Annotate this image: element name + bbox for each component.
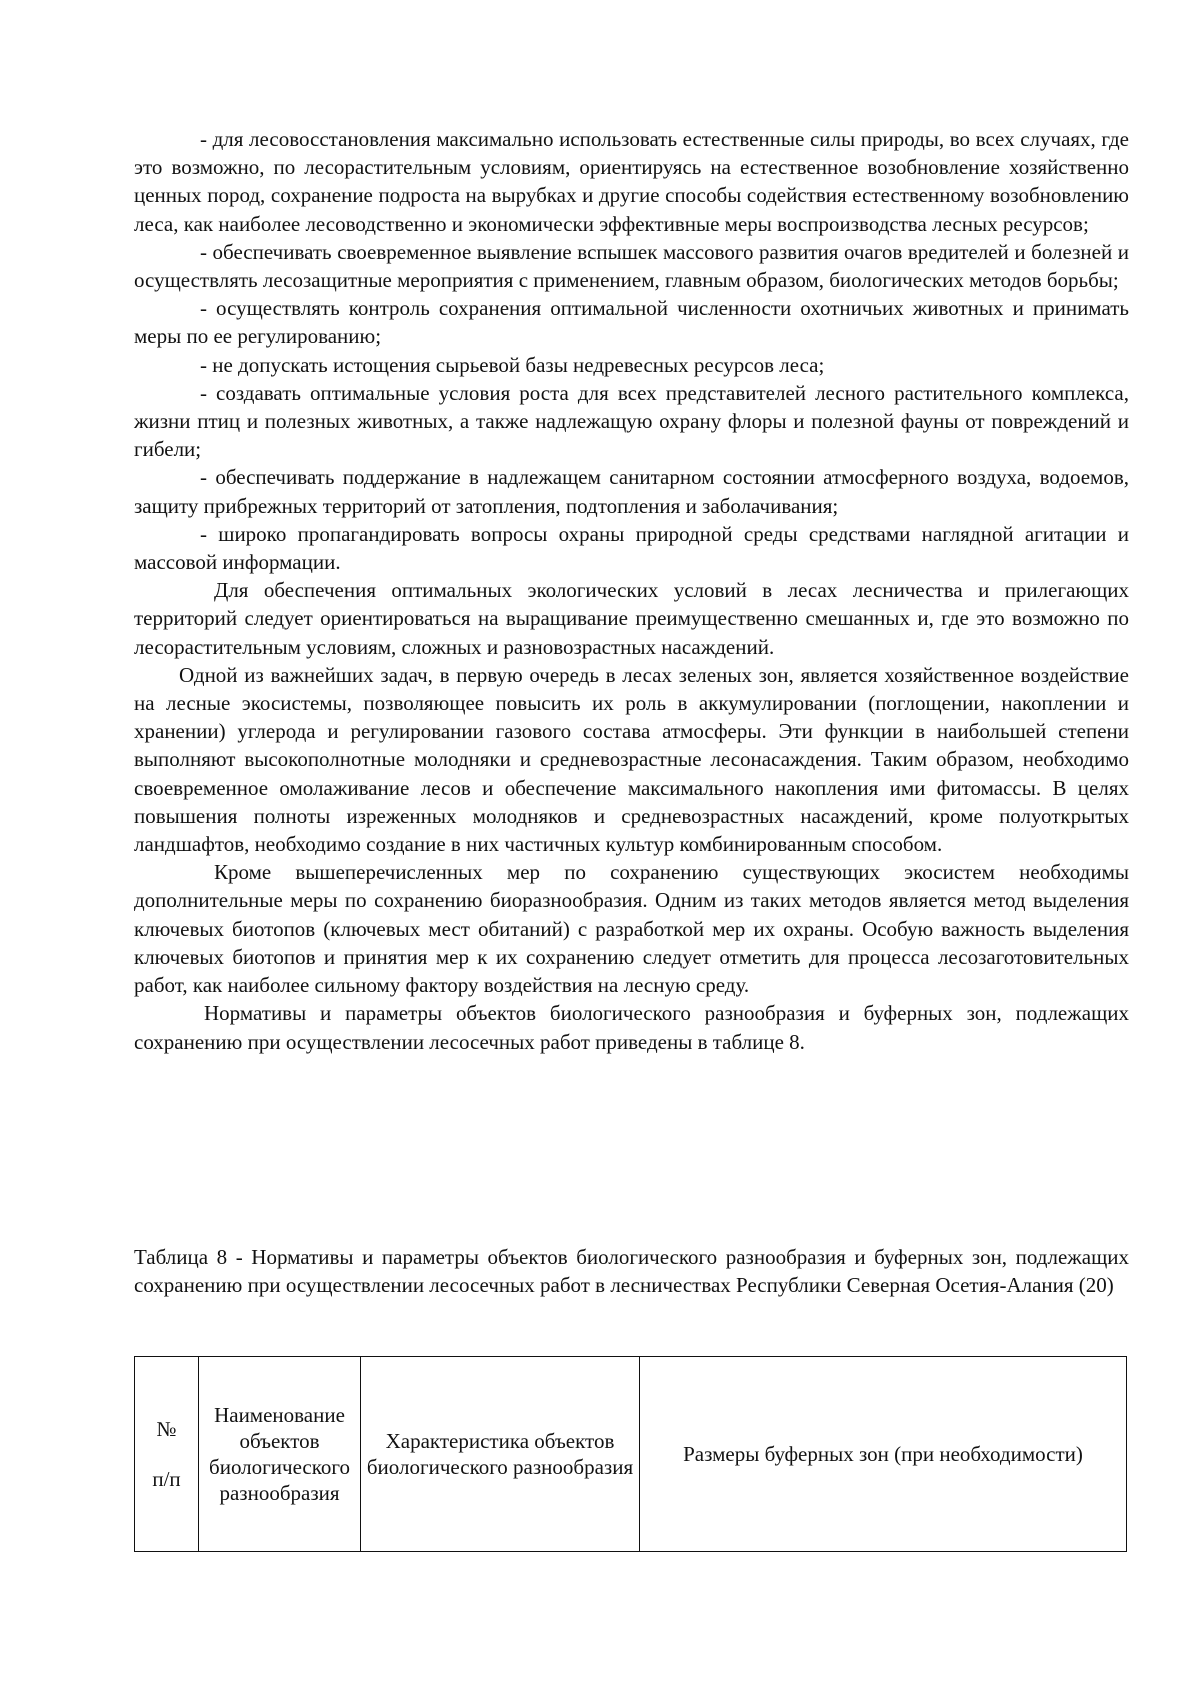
header-buffer-sizes: Размеры буферных зон (при необходимости) <box>640 1357 1127 1552</box>
paragraph-table-reference: Нормативы и параметры объектов биологического разнообразия и буферных зон, подлежащих сохранению при осуществлении лесосечных работ приведены в таблице 8. <box>134 1001 1129 1054</box>
body-text <box>134 125 1129 1056</box>
paragraph-non-wood-resources: - не допускать истощения сырьевой базы недревесных ресурсов леса; <box>200 352 825 377</box>
header-characteristics: Характеристика объектов биологического разнообразия <box>361 1357 640 1552</box>
paragraph-propaganda: - широко пропагандировать вопросы охраны природной среды средствами наглядной агитации и массовой информации. <box>134 521 1129 575</box>
header-number <box>135 1357 199 1552</box>
paragraph-key-biotopes: Кроме вышеперечисленных мер по сохранению существующих экосистем необходимы дополнительные меры по сохранению биоразнообразия. Одним из таких методов является метод выделения ключевых биотопов (ключевых мест обитаний) с разработкой мер их охраны. Особую важность выделения ключевых биотопов и принятия мер к их сохранению следует отметить для процесса лесозаготовительных работ, как наиболее сильному фактору воздействия на лесную среду. <box>134 860 1129 998</box>
paragraph-carbon-accumulation: Одной из важнейших задач, в первую очередь в лесах зеленых зон, является хозяйственное воздействие на лесные экосистемы, позволяющее повысить их роль в аккумулировании (поглощении, накоплении и хранении) углерода и регулировании газового состава атмосферы. Эти функции в наибольшей степени выполняют высокополнотные молодняки и средневозрастные лесонасаждения. Таким образом, необходимо своевременное омолаживание лесов и обеспечение максимального накопления ими фитомассы. В целях повышения полноты изреженных молодняков и средневозрастных насаждений, кроме полуоткрытых ландшафтов, необходимо создание в них частичных культур комбинированным способом. <box>134 662 1129 857</box>
paragraph-sanitary-state: - обеспечивать поддержание в надлежащем санитарном состоянии атмосферного воздуха, водоемов, защиту прибрежных территорий от затопления, подтопления и заболачивания; <box>134 465 1129 518</box>
paragraph-forest-regeneration: - для лесовосстановления максимально использовать естественные силы природы, во всех случаях, где это возможно, по лесорастительным условиям, ориентируясь на естественное возобновление хозяйственно ценных пород, сохранение подроста на вырубках и другие способы содействия естественному возобновлению леса, как наиболее лесоводственно и экономически эффективные меры воспроизводства лесных ресурсов; <box>134 127 1129 236</box>
table-caption: Таблица 8 - Нормативы и параметры объектов биологического разнообразия и буферных зон, подлежащих сохранению при осуществлении лесосечных работ в лесничествах Республики Северная Осетия-Алания (20) <box>134 1245 1129 1297</box>
paragraph-mixed-stands: Для обеспечения оптимальных экологических условий в лесах лесничества и прилегающих территорий следует ориентироваться на выращивание преимущественно смешанных и, где это возможно по лесорастительным условиям, сложных и разновозрастных насаждений. <box>134 578 1129 659</box>
paragraph-pest-control: - обеспечивать своевременное выявление вспышек массового развития очагов вредителей и болезней и осуществлять лесозащитные мероприятия с применением, главным образом, биологических методов борьбы; <box>134 239 1129 293</box>
paragraph-growth-conditions: - создавать оптимальные условия роста для всех представителей лесного растительного комплекса, жизни птиц и полезных животных, а также надлежащую охрану флоры и полезной фауны от повреждений и гибели; <box>134 380 1129 462</box>
header-number-pp: п/п <box>152 1467 181 1491</box>
paragraph-game-animals: - осуществлять контроль сохранения оптимальной численности охотничьих животных и принимать меры по ее регулированию; <box>134 296 1129 349</box>
table-header-row <box>135 1357 1127 1552</box>
header-object-name: Наименование объектов биологического разнообразия <box>199 1357 361 1552</box>
header-number-sign: № <box>156 1417 177 1441</box>
norms-table <box>134 1356 1127 1552</box>
